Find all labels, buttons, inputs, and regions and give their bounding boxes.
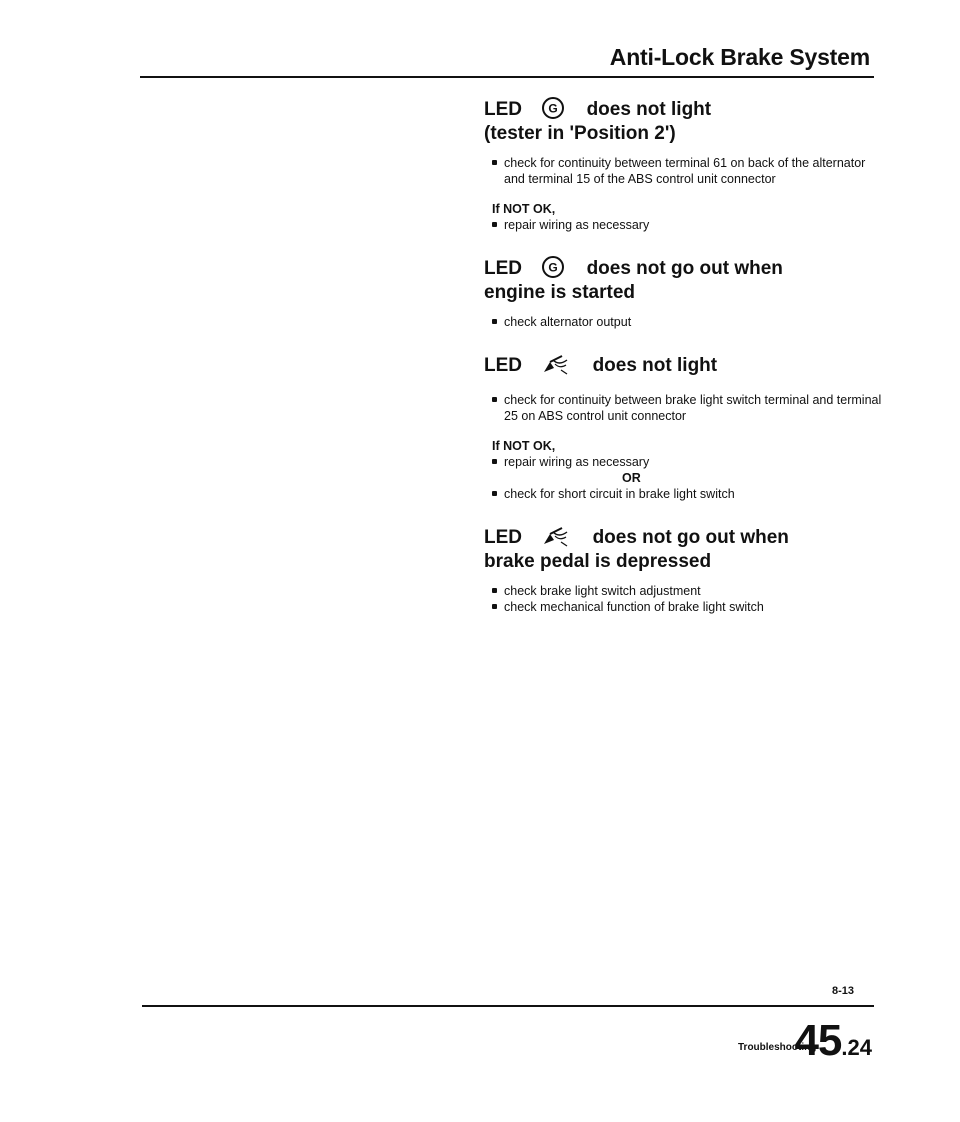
footer-section-label: Troubleshooting	[738, 1042, 817, 1053]
brake-light-icon	[541, 524, 571, 552]
heading-subtext: (tester in 'Position 2')	[484, 123, 676, 144]
section-led-g-not-light	[484, 96, 884, 233]
list-item: repair wiring as necessary	[492, 217, 884, 233]
heading-text: does not go out when	[592, 527, 789, 549]
heading-led-label: LED	[484, 527, 522, 549]
page-header-title: Anti-Lock Brake System	[609, 44, 870, 70]
list-item: check for continuity between brake light switch terminal and terminal 25 on ABS control unit connector	[492, 392, 884, 424]
bullet-icon	[492, 397, 497, 402]
if-not-ok-label: If NOT OK,	[492, 439, 556, 453]
if-not-ok-block	[492, 201, 884, 233]
page-number-sub: .24	[841, 1035, 872, 1060]
list-item: check alternator output	[492, 314, 884, 330]
list-item: repair wiring as necessary	[492, 454, 884, 470]
bullet-list	[492, 392, 884, 424]
section-led-brake-not-light	[484, 352, 884, 502]
or-label: OR	[622, 471, 641, 485]
heading-led-label: LED	[484, 258, 522, 280]
heading-led-label: LED	[484, 99, 522, 121]
bullet-icon	[492, 459, 497, 464]
svg-text:G: G	[548, 260, 558, 275]
if-not-ok-label: If NOT OK,	[492, 202, 556, 216]
brake-light-icon	[541, 352, 571, 380]
section-heading	[484, 96, 884, 143]
troubleshooting-content	[484, 96, 884, 637]
if-not-ok-block	[492, 438, 884, 502]
list-item: check brake light switch adjustment	[492, 583, 884, 599]
svg-text:G: G	[548, 101, 558, 116]
section-heading	[484, 524, 884, 571]
bullet-icon	[492, 160, 497, 165]
section-heading	[484, 255, 884, 302]
heading-led-label: LED	[484, 355, 522, 377]
list-item: check for continuity between terminal 61 on back of the alternator and terminal 15 of the ABS control unit connector	[492, 155, 884, 187]
g-circle-icon	[541, 255, 565, 283]
bullet-icon	[492, 491, 497, 496]
g-circle-icon	[541, 96, 565, 124]
bullet-list	[492, 583, 884, 615]
heading-text: does not light	[586, 99, 712, 121]
footer-page-number	[794, 1016, 872, 1066]
section-led-brake-not-out	[484, 524, 884, 615]
bullet-list	[492, 155, 884, 187]
list-item: check for short circuit in brake light switch	[492, 486, 884, 502]
page-id: 8-13	[831, 985, 854, 997]
heading-subtext: engine is started	[484, 282, 635, 303]
heading-text: does not light	[592, 355, 718, 377]
bullet-list	[492, 314, 884, 330]
section-heading	[484, 352, 884, 380]
bullet-icon	[492, 319, 497, 324]
bullet-icon	[492, 588, 497, 593]
section-led-g-not-out	[484, 255, 884, 330]
bullet-icon	[492, 222, 497, 227]
heading-subtext: brake pedal is depressed	[484, 551, 712, 572]
footer-divider	[142, 1005, 874, 1007]
heading-text: does not go out when	[586, 258, 783, 280]
header-divider	[140, 76, 874, 78]
list-item: check mechanical function of brake light switch	[492, 599, 884, 615]
bullet-icon	[492, 604, 497, 609]
page-number-main: 45	[794, 1016, 842, 1065]
